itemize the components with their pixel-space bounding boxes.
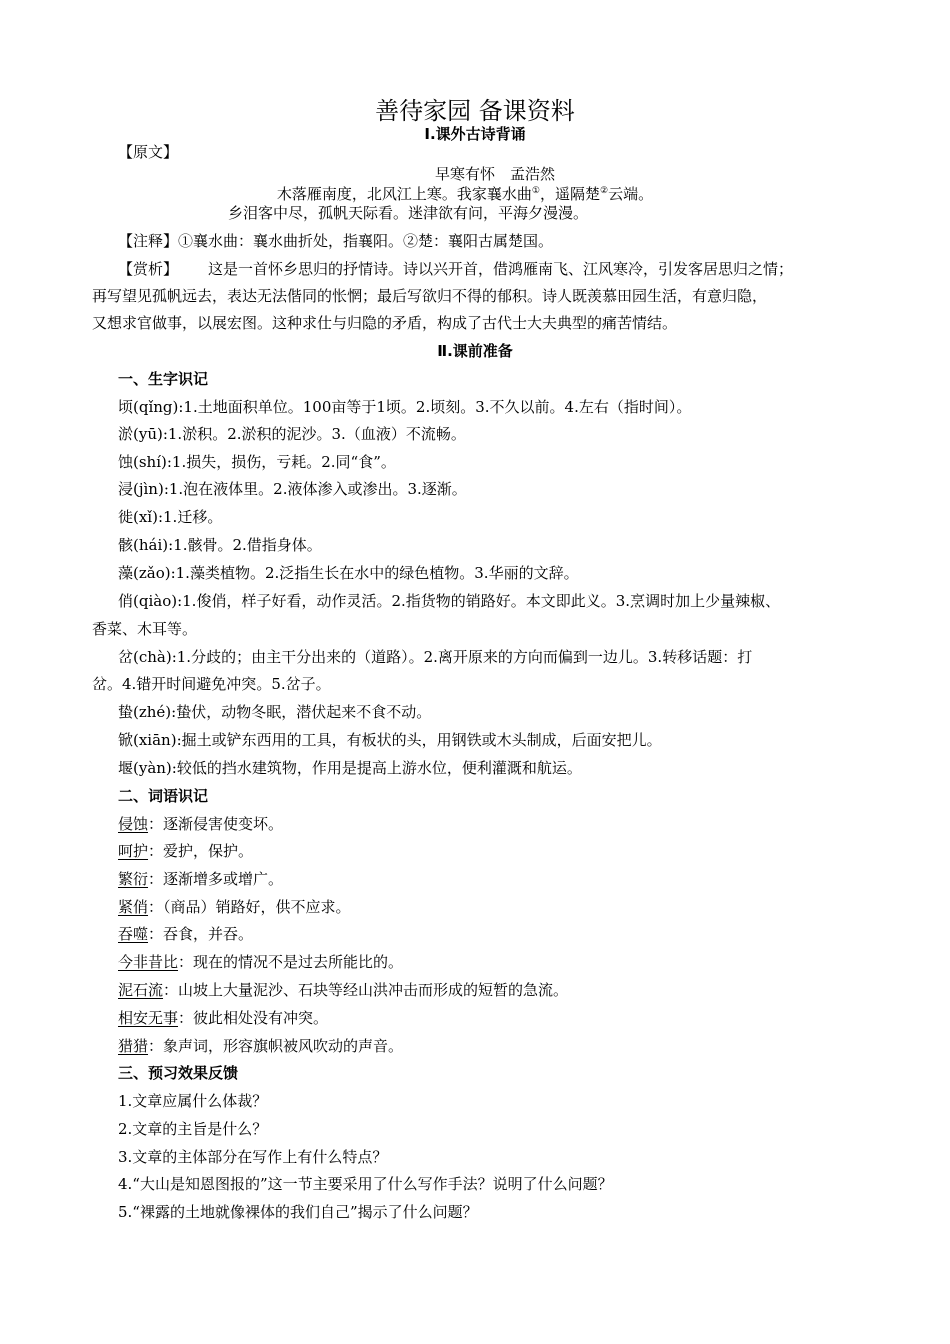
- word-entry: [118, 1036, 403, 1056]
- word-definition: ：爱护，保护。: [148, 842, 254, 860]
- poem-line-2: 乡泪客中尽，孤帆天际看。迷津欲有问，平海夕漫漫。: [228, 204, 589, 222]
- word-term: 今非昔比: [118, 953, 179, 971]
- char-entry: 顷(qǐng):1.土地面积单位。100亩等于1顷。2.顷刻。3.不久以前。4.左右（指时间）。: [118, 398, 692, 416]
- word-entry: [118, 980, 568, 1000]
- word-definition: ：吞食，并吞。: [148, 925, 254, 943]
- note-mark-2: ②: [600, 186, 609, 196]
- word-term: 侵蚀: [118, 815, 149, 833]
- word-definition: ：逐渐增多或增广。: [148, 870, 284, 888]
- word-definition: ：象声词，形容旗帜被风吹动的声音。: [148, 1037, 404, 1055]
- chars-heading: 一、生字识记: [118, 370, 209, 388]
- appreciation-line-1: 【赏析】 这是一首怀乡思归的抒情诗。诗以兴开首，借鸿雁南飞、江风寒冷，引发客居思归之情；: [118, 260, 794, 278]
- original-text-label: 【原文】: [118, 143, 179, 161]
- question-item: 2.文章的主旨是什么？: [118, 1120, 268, 1138]
- word-definition: ：山坡上大量泥沙、石块等经山洪冲击而形成的短暂的急流。: [163, 981, 569, 999]
- char-entry: 浸(jìn):1.泡在液体里。2.液体渗入或渗出。3.逐渐。: [118, 480, 467, 498]
- word-definition: ：现在的情况不是过去所能比的。: [178, 953, 404, 971]
- char-entry: 骸(hái):1.骸骨。2.借指身体。: [118, 536, 322, 554]
- poem-line-1b: ，遥隔楚: [539, 185, 600, 203]
- word-term: 呵护: [118, 842, 149, 860]
- poem-heading: 早寒有怀 孟浩然: [434, 165, 555, 183]
- word-entry: [118, 924, 253, 944]
- word-entry: [118, 897, 351, 917]
- appreciation-line-2: 再写望见孤帆远去，表达无法偕同的怅惘；最后写欲归不得的郁积。诗人既羡慕田园生活，有意归隐，: [92, 287, 768, 305]
- word-entry: [118, 1008, 328, 1028]
- char-entry-continuation: 香菜、木耳等。: [92, 620, 198, 638]
- word-term: 紧俏: [118, 898, 149, 916]
- char-entry: 岔(chà):1.分歧的；由主干分出来的（道路）。2.离开原来的方向而偏到一边儿。3.转移话题：打: [118, 648, 753, 666]
- page-title: 善待家园 备课资料: [375, 97, 575, 125]
- word-definition: ：（商品）销路好，供不应求。: [148, 898, 351, 916]
- char-entry: 藻(zǎo):1.藻类植物。2.泛指生长在水中的绿色植物。3.华丽的文辞。: [118, 564, 579, 582]
- char-entry: 锨(xiān):掘土或铲东西用的工具，有板状的头，用钢铁或木头制成，后面安把儿。: [118, 731, 662, 749]
- char-entry: 蚀(shí):1.损失，损伤，亏耗。2.同“食”。: [118, 453, 396, 471]
- word-entry: [118, 814, 283, 834]
- word-term: 相安无事: [118, 1009, 179, 1027]
- char-entry: 俏(qiào):1.俊俏，样子好看，动作灵活。2.指货物的销路好。本文即此义。3.烹调时加上少量辣椒、: [118, 592, 781, 610]
- word-entry: [118, 952, 403, 972]
- appreciation-line-3: 又想求官做事，以展宏图。这种求仕与归隐的矛盾，构成了古代士大夫典型的痛苦情结。: [92, 314, 678, 332]
- word-term: 繁衍: [118, 870, 149, 888]
- char-entry: 堰(yàn):较低的挡水建筑物，作用是提高上游水位，便利灌溉和航运。: [118, 759, 582, 777]
- char-entry-continuation: 岔。4.错开时间避免冲突。5.岔子。: [92, 675, 331, 693]
- word-definition: ：彼此相处没有冲突。: [178, 1009, 329, 1027]
- appreciation-label: 【赏析】: [118, 260, 179, 278]
- question-item: 1.文章应属什么体裁？: [118, 1092, 268, 1110]
- word-entry: [118, 841, 253, 861]
- feedback-heading: 三、预习效果反馈: [118, 1064, 239, 1082]
- poem-line-1: [0, 184, 940, 204]
- word-term: 泥石流: [118, 981, 164, 999]
- section-heading-prep: Ⅱ.课前准备: [437, 342, 513, 360]
- poem-line-1a: 木落雁南度，北风江上寒。我家襄水曲: [276, 185, 532, 203]
- question-item: 4.“大山是知恩图报的”这一节主要采用了什么写作手法？说明了什么问题？: [118, 1175, 613, 1193]
- word-term: 猎猎: [118, 1037, 149, 1055]
- notes-text: ①襄水曲：襄水曲折处，指襄阳。②楚：襄阳古属楚国。: [178, 232, 554, 250]
- poem-line-1c: 云端。: [608, 185, 654, 203]
- word-definition: ：逐渐侵害使变坏。: [148, 815, 284, 833]
- char-entry: 徙(xǐ):1.迁移。: [118, 508, 223, 526]
- char-entry: 蛰(zhé):蛰伏，动物冬眠，潜伏起来不食不动。: [118, 703, 432, 721]
- note-mark-1: ①: [531, 186, 540, 196]
- notes-label: 【注释】: [118, 232, 179, 250]
- notes-line: [118, 231, 553, 251]
- question-item: 3.文章的主体部分在写作上有什么特点？: [118, 1148, 388, 1166]
- word-term: 吞噬: [118, 925, 149, 943]
- words-heading: 二、词语识记: [118, 787, 209, 805]
- char-entry: 淤(yū):1.淤积。2.淤积的泥沙。3.（血液）不流畅。: [118, 425, 466, 443]
- question-item: 5.“裸露的土地就像裸体的我们自己”揭示了什么问题？: [118, 1203, 478, 1221]
- section-heading-poem: Ⅰ.课外古诗背诵: [424, 125, 526, 143]
- word-entry: [118, 869, 283, 889]
